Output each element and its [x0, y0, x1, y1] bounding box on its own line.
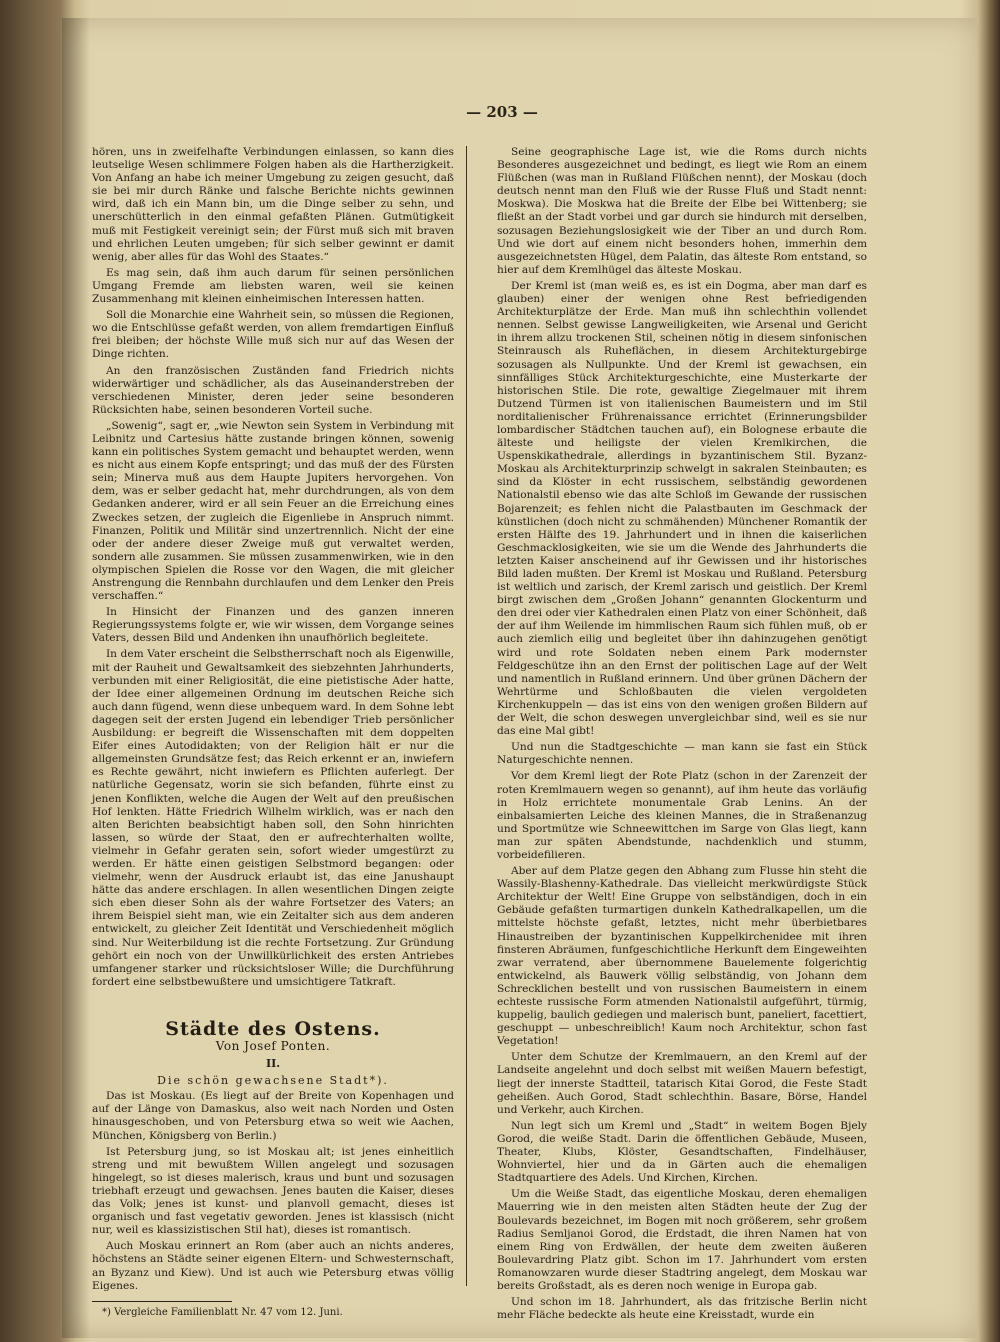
- article-subtitle: Die schön gewachsene Stadt*).: [157, 1074, 389, 1088]
- right-paragraph: Seine geographische Lage ist, wie die Roms durch nichts Besonderes ausgezeichnet und bedingt, es liegt wie Rom an einem Flüßchen (was man in Rußland Flüßchen nennt), der Moskau (doch deutsch nennt man den Fluß wie der Russe Fluß und Stadt nennt: Moskwa). Die Moskwa hat die Breite der Elbe bei Wittenberg; sie fließt an der Stadt vorbei und gar durch sie hindurch mit derselben, sozusagen Beziehungslosigkeit wie der Tiber an und durch Rom. Und wie dort auf einem nicht besonders hohen, immerhin dem ausgezeichnetsten Hügel, dem Palatin, das älteste Rom entstand, so hier auf dem Kremlhügel das älteste Moskau.: [497, 146, 867, 276]
- column-divider: [466, 146, 467, 1286]
- left-paragraph: In Hinsicht der Finanzen und des ganzen inneren Regierungssystems folgte er, wie wir wissen, dem Vorgange seines Vaters, dessen Bild und Andenken ihn unaufhörlich begleitete.: [92, 606, 454, 645]
- left-paragraph: Es mag sein, daß ihm auch darum für seinen persönlichen Umgang Fremde am liebsten waren, weil sie keinen Zusammenhang mit kleinen einheimischen Interessen hatten.: [92, 266, 454, 306]
- article-author: Von Josef Ponten.: [215, 1039, 331, 1053]
- right-column: [497, 146, 867, 1325]
- right-paragraph: Und schon im 18. Jahrhundert, als das fritzische Berlin nicht mehr Fläche bedeckte als heute eine Kreisstadt, wurde ein: [497, 1296, 867, 1322]
- left-paragraph: In dem Vater erscheint die Selbstherrschaft noch als Eigenwille, mit der Rauheit und Gewaltsamkeit des siebzehnten Jahrhunderts, verbunden mit einer Religiosität, die eine pietistische Ader hatte, der Idee einer allgemeinen Ordnung im deutschen Reiche sich auch dann fügend, wenn diese unbequem ward. In dem Sohne lebt dagegen seit der ersten Jugend ein lebendiger Trieb persönlicher Ausbildung: er begreift die Wissenschaften mit dem doppelten Eifer eines Autodidakten; von der Religion hält er nur die allgemeinsten Grundsätze fest; das Reich erkennt er an, inwiefern es Rechte gewährt, nicht inwiefern es Pflichten auferlegt. Der natürliche Gegensatz, worin sie sich befanden, führte einst zu jenen Konflikten, welche die Augen der Welt auf den preußischen Hof lenkten. Hätte Friedrich Wilhelm wirklich, was er nach den alten Berichten beabsichtigt haben soll, den Sohn hinrichten lassen, so würde der Staat, den er aufrechterhalten wollte, vielmehr in Gefahr geraten sein, sofort wieder umgestürzt zu werden. Er hätte einen geistigen Selbstmord begangen: oder vielmehr, wenn der Ausdruck erlaubt ist, das eine Janushaupt hätte das andere erschlagen. In allen wesentlichen Dingen zeigte sich eben dieser Sohn als der wahre Fortsetzer des Vaters; an ihrem Beispiel sieht man, wie ein Zeitalter sich aus dem anderen entwickelt, zu gleicher Zeit Identität und Verschiedenheit möglich sind. Nur Weiterbildung ist die rechte Fortsetzung. Zur Gründung gehört ein noch von der Unwillkürlichkeit des ersten Antriebes umfangener starker und rücksichtsloser Wille; die Durchführung fordert eine selbstbewußtere und umsichtigere Tatkraft.: [92, 648, 454, 988]
- gutter-shadow: [62, 18, 90, 1338]
- page-number: — 203 —: [466, 103, 538, 121]
- left-paragraph: Soll die Monarchie eine Wahrheit sein, so müssen die Regionen, wo die Entschlüsse gefaßt werden, von allem fremdartigen Einfluß frei bleiben; der höchste Wille muß sich nur auf das Wesen der Dinge richten.: [92, 309, 454, 361]
- footnote: *) Vergleiche Familienblatt Nr. 47 vom 12. Juni.: [102, 1306, 343, 1318]
- right-paragraph: Unter dem Schutze der Kremlmauern, an den Kreml auf der Landseite angelehnt und doch selbst mit weißen Mauern befestigt, liegt der innerste Stadtteil, tatarisch Kitai Gorod, die Feste Stadt geheißen. Auch Gorod, Stadt schlechthin. Basare, Börse, Handel und Verkehr, auch Kirchen.: [497, 1051, 867, 1116]
- right-paragraph: Und nun die Stadtgeschichte — man kann sie fast ein Stück Naturgeschichte nennen.: [497, 741, 867, 767]
- article-paragraph: Ist Petersburg jung, so ist Moskau alt; ist jenes einheitlich streng und mit bewußtem Willen angelegt und sozusagen hingelegt, so ist dieses malerisch, kraus und bunt und sozusagen triebhaft erzeugt und gewachsen. Jenes bauten die Kaiser, dieses das Volk; jenes ist kunst- und planvoll gemacht, dieses ist organisch und fast vegetativ geworden. Jenes ist klassisch (nicht nur, weil es klassizistischen Stil hat), dieses ist romantisch.: [92, 1145, 454, 1237]
- left-paragraph: An den französischen Zuständen fand Friedrich nichts widerwärtiger und schädlicher, als das Auseinanderstreben der verschiedenen Minister, deren jeder seine besonderen Rücksichten habe, seinen besonderen Vorteil suche.: [92, 364, 454, 416]
- right-paragraph: Der Kreml ist (man weiß es, es ist ein Dogma, aber man darf es glauben) einer der wenigen ohne Rest befriedigenden Architekturplätze der Erde. Man muß ihn schlechthin vollendet nennen. Selbst gewisse Langweiligkeiten, wie Arsenal und Gericht in ihrem allzu trockenen Stil, scheinen nötig in diesem sinfonischen Steinrausch als Ruheflächen, in diesem Architekturgebirge sozusagen als Nullpunkte. Und der Kreml ist gewachsen, ein sinnfälliges Stück Architekturgeschichte, eine Musterkarte der historischen Stile. Die rote, gewaltige Ziegelmauer mit ihrem Dutzend Türmen ist von italienischen Baumeistern und im Stil norditalienischer Frührenaissance errichtet (Erinnerungsbilder lombardischer Städtchen tauchen auf), ein Bolognese erbaute die älteste und heiligste der vielen Kremlkirchen, die Uspenskikathedrale, allerdings in byzantinischem Stil. Byzanz-Moskau als Architekturprinzip schwelgt in sakralen Steinbauten; es sind da Klöster in echt russischem, selbständig gewordenen Nationalstil ebenso wie das alte Schloß im Gewande der russischen Bojarenzeit; es fehlen nicht die Palastbauten im Geschmack der künstlichen (doch nicht zu schmähenden) Münchener Romantik der ersten Hälfte des 19. Jahrhundert und in ihnen die kaiserlichen Geschmacklosigkeiten, wie sie um die Wende des Jahrhunderts die letzten Kaiser anscheinend auf ihr Gewissen und ihr historisches Bild laden mußten. Der Kreml ist Moskau und Rußland. Petersburg ist weltlich und zarisch, der Kreml zarisch und geistlich. Der Kreml birgt zwischen dem „Großen Johann“ genannten Glockenturm und den drei oder vier Kathedralen einen Platz von einer Schönheit, daß der auf ihm Weilende im himmlischen Raum sich fühlen muß, ob er auch ziemlich eilig und begleitet über ihn dahinzugehen genötigt wird und rote Soldaten neben einem Park modernster Feldgeschütze ihn an den Ernst der politischen Lage auf der Welt und namentlich in Rußland erinnern. Und über grünen Dächern der Wehrtürme und Schloßbauten die vielen vergoldeten Kirchenkuppeln — das ist eins von den wenigen großen Bildern auf der Welt, die schon deswegen unvergleichbar sind, weil es sie nur das eine Mal gibt!: [497, 279, 867, 738]
- article-heading: [92, 1017, 454, 1088]
- article-paragraph: Das ist Moskau. (Es liegt auf der Breite von Kopenhagen und auf der Länge von Damaskus, also weit nach Norden und Osten hinausgeschoben, und von Petersburg etwa so weit wie Aachen, München, Königsberg von Berlin.): [92, 1090, 454, 1142]
- right-paragraph: Aber auf dem Platze gegen den Abhang zum Flusse hin steht die Wassily-Blashenny-Kathedrale. Das vielleicht merkwürdigste Stück Architektur der Welt! Eine Gruppe von selbständigen, doch in ein Gebäude gefaßten turmartigen dunkeln Kathedralkapellen, um die mittelste höchste gefaßt, letztes, nicht mehr überbietbares Hinaustreiben der byzantinischen Kuppelkirchenidee mit ihren finsteren Abräumen, funfgeschichtliche Herkunft dem Eingeweihten zwar verratend, aber übernommene Bauelemente folgerichtig entwickelnd, als Bauwerk völlig selbständig, von Johann dem Schrecklichen bestellt und von russischen Baumeistern in einem echteste russische Form atmenden Nationalstil aufgeführt, türmig, kuppelig, baulich gediegen und malerisch bunt, paneliert, facettiert, geschuppt — unbeschreiblich! Kaum noch Architektur, schon fast Vegetation!: [497, 865, 867, 1048]
- article-paragraph: Auch Moskau erinnert an Rom (aber auch an nichts anderes, höchstens an Städte seiner eigenen Eltern- und Schwesternschaft, an Byzanz und Kiew). Und ist auch wie Petersburg etwas völlig Eigenes.: [92, 1240, 454, 1292]
- left-column: [92, 146, 454, 1322]
- article-part: II.: [265, 1057, 281, 1071]
- right-paragraph: Um die Weiße Stadt, das eigentliche Moskau, deren ehemaligen Mauerring wie in den meisten alten Städten heute der Zug der Boulevards bezeichnet, im Bogen mit noch größerem, sehr großem Radius Semljanoi Gorod, die Erdstadt, die ihren Namen hat von einem Ring von Erdwällen, der heute dem zweiten äußeren Boulevardring Platz gibt. Schon im 17. Jahrhundert vom ersten Romanowzaren wurde dieser Stadtring angelegt, dem Moskau war bereits Großstadt, als es deren noch wenige in Europa gab.: [497, 1188, 867, 1292]
- footnote-divider: [92, 1301, 232, 1302]
- left-paragraph: „Sowenig“, sagt er, „wie Newton sein System in Verbindung mit Leibnitz und Cartesius hätte zustande bringen können, sowenig kann ein politisches System gemacht und behauptet werden, wenn es nicht aus einem Kopfe entspringt; und das muß der des Fürsten sein; Minerva muß aus dem Haupte Jupiters hervorgehen. Von dem, was er selber gedacht hat, mehr durchdrungen, als von dem Gedanken anderer, wird er all sein Feuer an die Erreichung eines Zweckes setzen, der zugleich die Eigenliebe in Anspruch nimmt. Finanzen, Politik und Militär sind unzertrennlich. Nicht der eine oder der andere dieser Zweige muß gut verwaltet werden, sondern alle zusammen. Sie müssen zusammenwirken, wie in den olympischen Spielen die Rosse vor den Wagen, die mit gleicher Anstrengung die Rennbahn durchlaufen und dem Lenker den Preis verschaffen.“: [92, 419, 454, 603]
- book-page: [62, 18, 977, 1338]
- left-paragraph: hören, uns in zweifelhafte Verbindungen einlassen, so kann dies leutselige Wesen schlimmere Folgen haben als die Hartherzigkeit. Von Anfang an habe ich meiner Umgebung zu zeigen gesucht, daß sie bei mir durch Ränke und falsche Berichte nichts gewinnen wird, daß ich ein Mann bin, um die Dinge selber zu sehn, und unerschütterlich in den einmal gefaßten Plänen. Gutmütigkeit muß mit Festigkeit vereinigt sein; der Fürst muß sich mit braven und ehrlichen Leuten umgeben; für sich selber gewinnt er damit wenig, aber alles für das Wohl des Staates.“: [92, 146, 454, 263]
- article-title: Städte des Ostens.: [165, 1017, 381, 1040]
- right-paragraph: Nun legt sich um Kreml und „Stadt“ in weitem Bogen Bjely Gorod, die weiße Stadt. Darin die öffentlichen Gebäude, Museen, Theater, Klubs, Klöster, Gesandtschaften, Findelhäuser, Wohnviertel, hier und da in Gärten auch die ehemaligen Stadtquartiere des Adels. Und Kirchen, Kirchen.: [497, 1119, 867, 1185]
- right-paragraph: Vor dem Kreml liegt der Rote Platz (schon in der Zarenzeit der roten Kremlmauern wegen so genannt), auf ihm heute das vorläufig in Holz errichtete monumentale Grab Lenins. An der einbalsamierten Leiche des kleinen Mannes, die in Straßenanzug und Sportmütze wie Schneewittchen im Sarge von Glas liegt, kann man zur späten Abendstunde, nachdenklich und stumm, vorbeidefilieren.: [497, 770, 867, 861]
